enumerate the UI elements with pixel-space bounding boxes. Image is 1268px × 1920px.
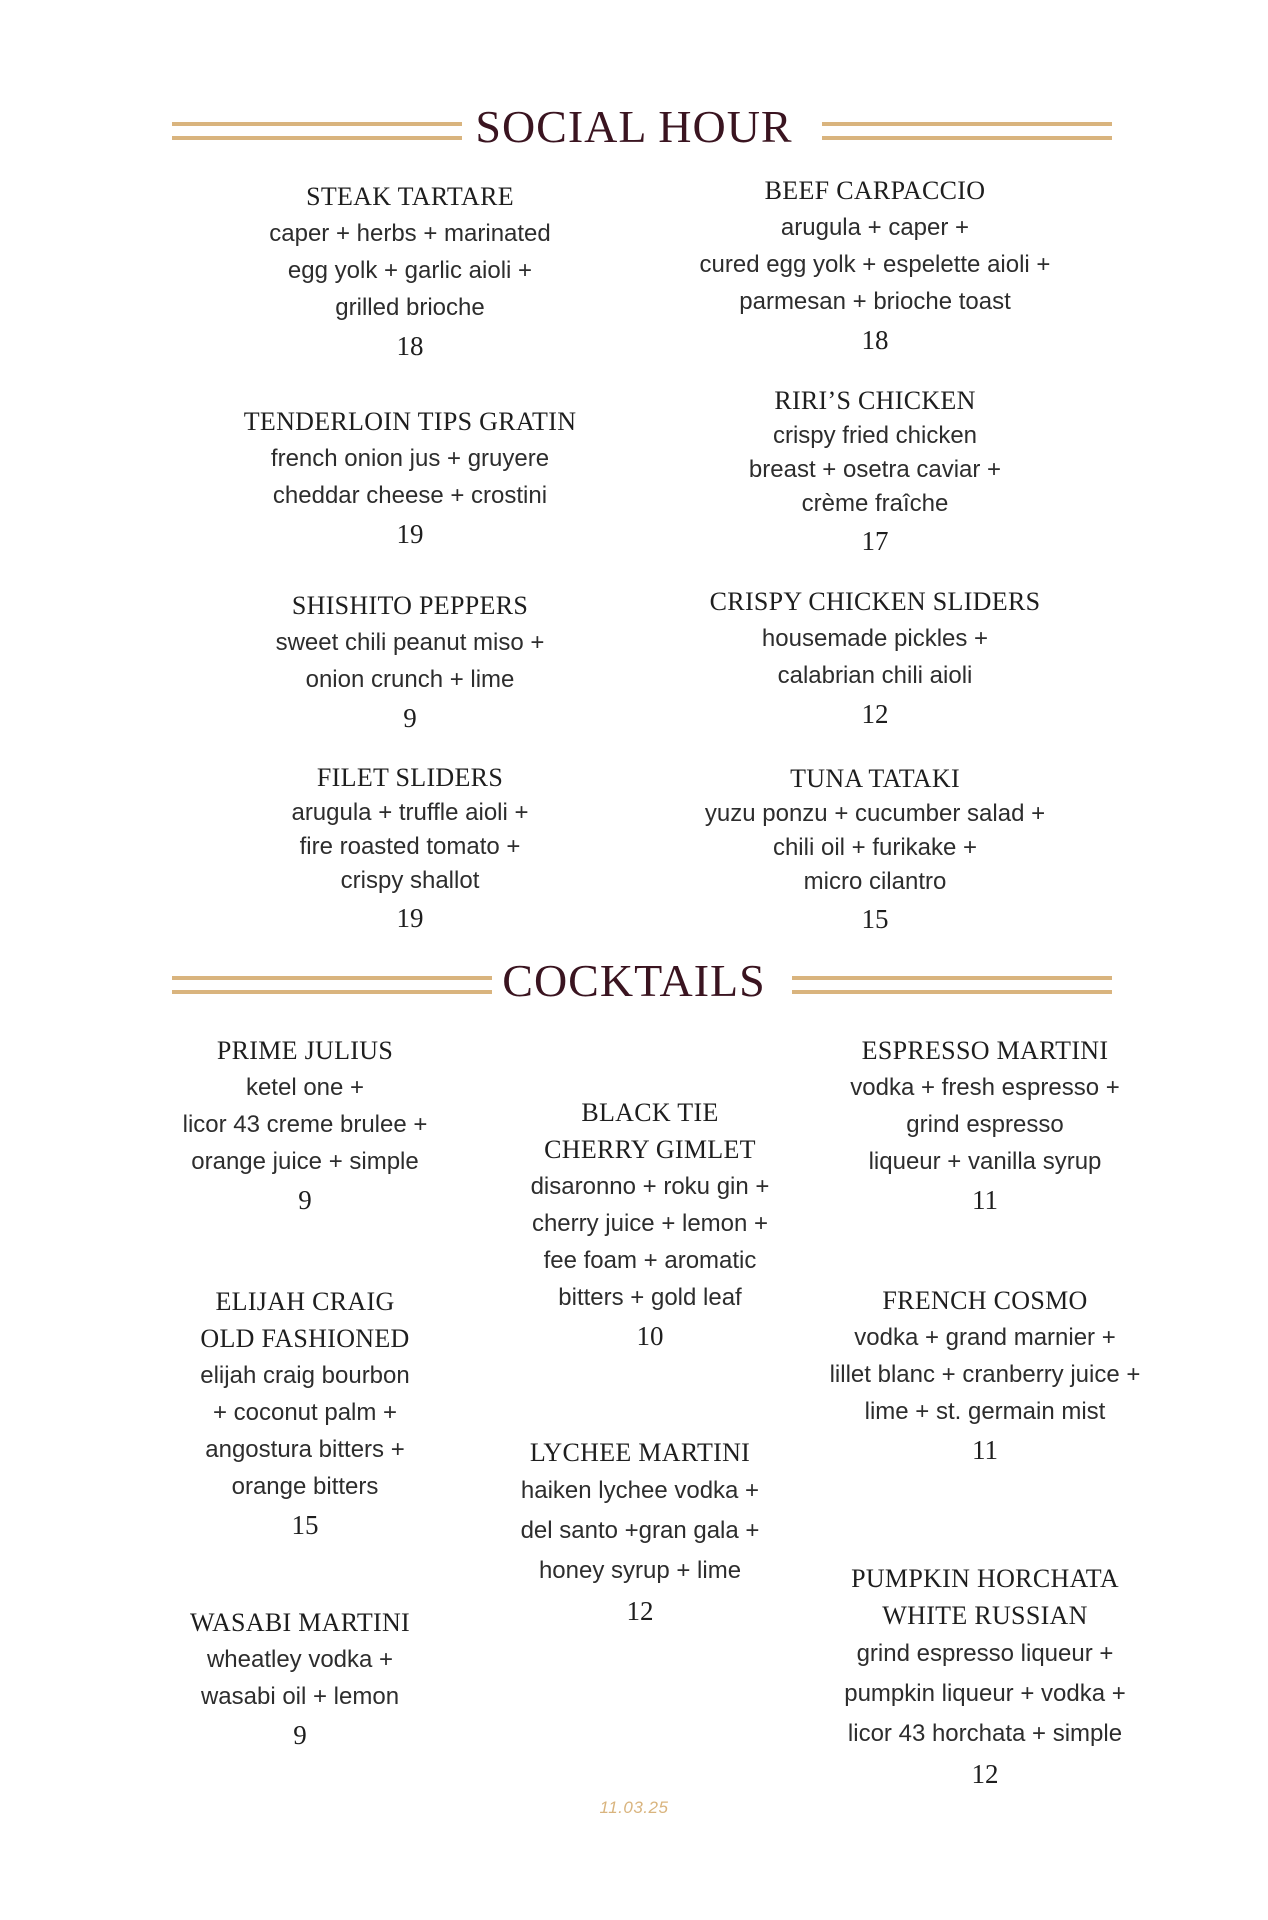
menu-item — [800, 1032, 1170, 1220]
item-name: FRENCH COSMO — [882, 1286, 1088, 1315]
item-name: STEAK TARTARE — [306, 182, 514, 211]
menu-item — [220, 587, 600, 738]
header-rule-right — [792, 976, 1112, 994]
item-description: elijah craig bourbon + coconut palm + angostura bitters + orange bitters — [200, 1362, 410, 1500]
menu-item — [220, 759, 600, 938]
item-price: 9 — [403, 703, 417, 733]
item-name: PRIME JULIUS — [216, 1036, 394, 1065]
item-price: 19 — [396, 903, 424, 933]
item-price: 9 — [293, 1720, 307, 1750]
item-price: 12 — [861, 699, 889, 729]
item-name: FILET SLIDERS — [316, 763, 504, 792]
cocktails-header — [0, 941, 1268, 1021]
item-description: housemade pickles + calabrian chili aioli — [761, 625, 989, 689]
item-description: sweet chili peanut miso + onion crunch + lime — [275, 629, 545, 693]
item-name: WASABI MARTINI — [189, 1608, 411, 1637]
item-price: 11 — [972, 1185, 998, 1215]
menu-item — [145, 1032, 465, 1220]
item-name: SHISHITO PEPPERS — [291, 591, 529, 620]
section-title: SOCIAL HOUR — [475, 101, 793, 152]
item-price: 15 — [861, 904, 889, 934]
item-price: 12 — [626, 1596, 654, 1626]
item-description: french onion jus + gruyere cheddar cheese + crostini — [270, 445, 550, 509]
menu-item — [800, 1560, 1170, 1794]
item-description: vodka + fresh espresso + grind espresso liqueur + vanilla syrup — [850, 1074, 1120, 1175]
item-description: crispy fried chicken breast + osetra caviar + crème fraîche — [748, 422, 1002, 517]
item-description: disaronno + roku gin + cherry juice + lemon + fee foam + aromatic bitters + gold leaf — [530, 1173, 770, 1311]
item-description: haiken lychee vodka + del santo +gran gala + honey syrup + lime — [520, 1477, 760, 1584]
item-name: CRISPY CHICKEN SLIDERS — [709, 587, 1041, 616]
item-description: grind espresso liqueur + pumpkin liqueur + vodka + licor 43 horchata + simple — [844, 1640, 1126, 1747]
item-price: 17 — [861, 526, 889, 556]
social-hour-header — [0, 87, 1268, 167]
item-price: 10 — [636, 1321, 664, 1351]
menu-item — [220, 403, 600, 554]
menu-item — [790, 1282, 1180, 1470]
item-description: caper + herbs + marinated egg yolk + garlic aioli + grilled brioche — [269, 220, 551, 321]
item-description: arugula + caper + cured egg yolk + espelette aioli + parmesan + brioche toast — [699, 214, 1051, 315]
item-name: BEEF CARPACCIO — [764, 176, 986, 205]
item-description: wheatley vodka + wasabi oil + lemon — [200, 1646, 400, 1710]
item-name: TUNA TATAKI — [790, 764, 960, 793]
item-name: RIRI’S CHICKEN — [774, 386, 976, 415]
menu-item — [650, 172, 1100, 360]
item-name: PUMPKIN HORCHATA WHITE RUSSIAN — [851, 1564, 1119, 1630]
item-price: 18 — [861, 325, 889, 355]
header-rule-right — [822, 122, 1112, 140]
item-description: vodka + grand marnier + lillet blanc + cranberry juice + lime + st. germain mist — [829, 1324, 1141, 1425]
item-name: LYCHEE MARTINI — [529, 1438, 751, 1467]
item-name: TENDERLOIN TIPS GRATIN — [243, 407, 577, 436]
menu-item — [490, 1094, 810, 1356]
menu-date: 11.03.25 — [599, 1798, 669, 1817]
item-description: arugula + truffle aioli + fire roasted tomato + crispy shallot — [291, 799, 529, 894]
item-description: yuzu ponzu + cucumber salad + chili oil + furikake + micro cilantro — [704, 800, 1046, 895]
menu-item — [650, 382, 1100, 561]
item-price: 19 — [396, 519, 424, 549]
item-price: 15 — [291, 1510, 319, 1540]
item-price: 11 — [972, 1435, 998, 1465]
menu-item — [220, 178, 600, 366]
item-price: 9 — [298, 1185, 312, 1215]
item-name: ELIJAH CRAIG OLD FASHIONED — [200, 1287, 410, 1353]
item-price: 18 — [396, 331, 424, 361]
section-title: COCKTAILS — [502, 955, 766, 1006]
menu-item — [480, 1434, 800, 1631]
item-name: ESPRESSO MARTINI — [861, 1036, 1109, 1065]
item-price: 12 — [971, 1759, 999, 1789]
menu-item — [650, 760, 1100, 939]
menu-item — [145, 1283, 465, 1545]
menu-item — [650, 583, 1100, 734]
item-description: ketel one + licor 43 creme brulee + orange juice + simple — [182, 1074, 428, 1175]
item-name: BLACK TIE CHERRY GIMLET — [544, 1098, 756, 1164]
menu-item — [140, 1604, 460, 1755]
